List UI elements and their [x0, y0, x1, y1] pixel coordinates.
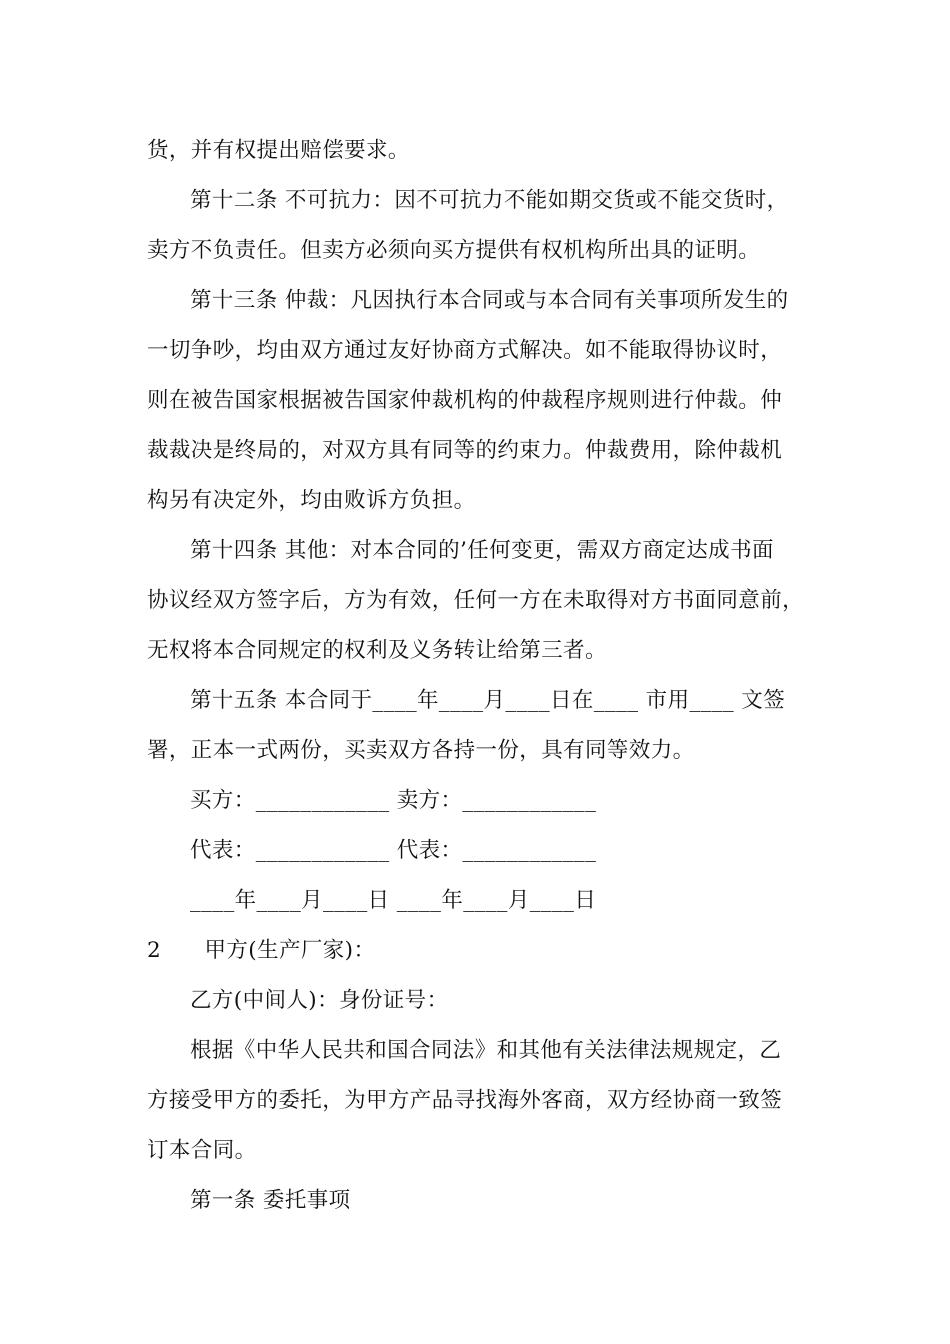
text-line: 方接受甲方的委托，为甲方产品寻找海外客商，双方经协商一致签 [147, 1088, 783, 1113]
preamble-line: 根据《中华人民共和国合同法》和其他有关法律法规规定，乙 [190, 1038, 782, 1063]
text-line: 则在被告国家根据被告国家仲裁机构的仲裁程序规则进行仲裁。仲 [147, 388, 783, 413]
text-line: 货，并有权提出赔偿要求。 [147, 138, 410, 163]
text-line: 协议经双方签字后，方为有效，任何一方在未取得对方书面同意前， [147, 588, 805, 613]
text-line: 一切争吵，均由双方通过友好协商方式解决。如不能取得协议时， [147, 338, 783, 363]
text-line: 无权将本合同规定的权利及义务转让给第三者。 [147, 638, 607, 663]
article-15-line: 第十五条 本合同于____年____月____日在____ 市用____ 文签 [190, 688, 786, 713]
representative-signature-line: 代表：____________ 代表：____________ [190, 838, 597, 863]
party-b-line: 乙方(中间人)：身份证号： [190, 988, 449, 1013]
party-a-line: 2 甲方(生产厂家)： [147, 938, 376, 963]
text-line: 署，正本一式两份，买卖双方各持一份，具有同等效力。 [147, 738, 695, 763]
article-13-line: 第十三条 仲裁：凡因执行本合同或与本合同有关事项所发生的 [190, 288, 789, 313]
text-line: 构另有决定外，均由败诉方负担。 [147, 488, 476, 513]
article-1-heading: 第一条 委托事项 [190, 1188, 351, 1213]
article-14-line: 第十四条 其他：对本合同的’任何变更，需双方商定达成书面 [190, 538, 774, 563]
buyer-seller-signature-line: 买方：____________ 卖方：____________ [190, 788, 597, 813]
text-line: 卖方不负责任。但卖方必须向买方提供有权机构所出具的证明。 [147, 238, 761, 263]
text-line: 裁裁决是终局的，对双方具有同等的约束力。仲裁费用，除仲裁机 [147, 438, 783, 463]
text-line: 订本合同。 [147, 1138, 257, 1163]
article-12-line: 第十二条 不可抗力：因不可抗力不能如期交货或不能交货时， [190, 188, 789, 213]
date-signature-line: ____年____月____日 ____年____月____日 [190, 888, 597, 913]
